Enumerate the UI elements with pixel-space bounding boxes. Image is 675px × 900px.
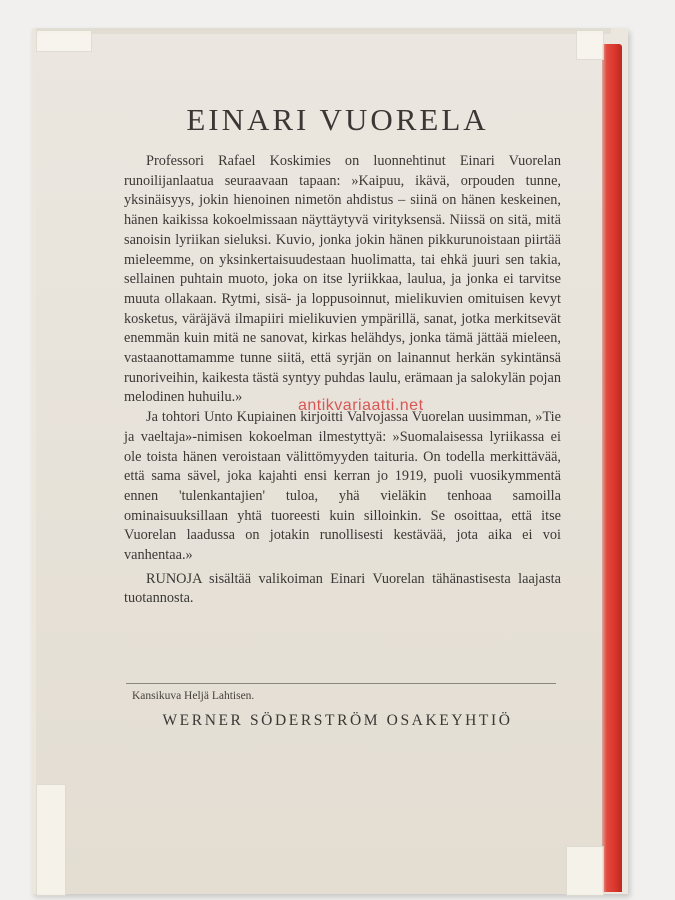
- tape-strip-bottom-right: [566, 846, 604, 896]
- watermark-text: antikvariaatti.net: [298, 397, 424, 414]
- blurb-paragraph-3: RUNOJA sisältää valikoiman Einari Vuorelan tähänastisesta laajasta tuotannosta.: [124, 570, 561, 607]
- cover-art-credit: Kansikuva Heljä Lahtisen.: [132, 690, 255, 702]
- blurb-paragraph-1: Professori Rafael Koskimies on luonnehtinut Einari Vuorelan runoilijanlaatua seuraavaan tapaan: »Kaipuu, ikävä, orpouden tunne, yksinäisyys, jokin hienoinen nimetön ahdistus – siinä on hänen keskeinen, hänen kaikissa kokoelmissaan näyttäytyvä virityksensä. Niissä on sitä, mitä sanoisin lyriikan sieluksi. Kuvio, jonka jokin hänen pikkurunoistaan piirtää mieleemme, on yksinkertaisuudestaan huolimatta, tai ehkä juuri sen takia, sellainen puhtain muoto, joka on itse lyriikkaa, laulua, ja jonka ei tarvitse muuta ollakaan. Rytmi, sisä- ja loppusoinnut, mielikuvien omituisen kevyt kosketus, väräjävä ilmapiiri mielikuvien ympärillä, sanat, jotka merkitsevät enemmän kuin mitä ne sanovat, kirkas helähdys, jonka tämä jättää mieleen, vastaanottamamme tunne siitä, että syrjän on lainannut herkän sykintänsä runoriveihin, kaikesta tästä syntyy puhdas laulu, erämaan ja salokylän pojan melodinen huhuilu.»: [124, 153, 561, 406]
- divider-line: [126, 683, 556, 684]
- tape-strip-bottom-left: [36, 784, 66, 896]
- publisher-name: WERNER SÖDERSTRÖM OSAKEYHTIÖ: [162, 712, 513, 729]
- book-author-title: EINARI VUORELA: [186, 102, 489, 137]
- blurb-paragraph-2: Ja tohtori Unto Kupiainen kirjoitti Valvojassa Vuorelan uusimman, »Tie ja vaeltaja»-nimisen kokoelman ilmestyttyä: »Suomalaisessa lyriikassa ei ole toista hänen veroistaan välittömyyden taituria. On todella merkittävää, että sama sävel, joka kajahti ensi kerran jo 1919, puoli vuosikymmentä ennen 'tulenkantajien' tuloa, yhä vieläkin tenhoaa samoilla ominaisuuksillaan yhtä tuoreesti kuin silloinkin. Se osoittaa, että itse Vuorelan laadussa on jotakin runollisesti kestävää, jota aika ei voi vanhentaa.»: [124, 409, 561, 564]
- tape-strip-top-right: [576, 30, 604, 60]
- tape-strip-top-left: [36, 30, 92, 52]
- blurb-text: [124, 152, 561, 609]
- cover-top-edge: [36, 28, 611, 34]
- red-book-edge: [600, 44, 622, 892]
